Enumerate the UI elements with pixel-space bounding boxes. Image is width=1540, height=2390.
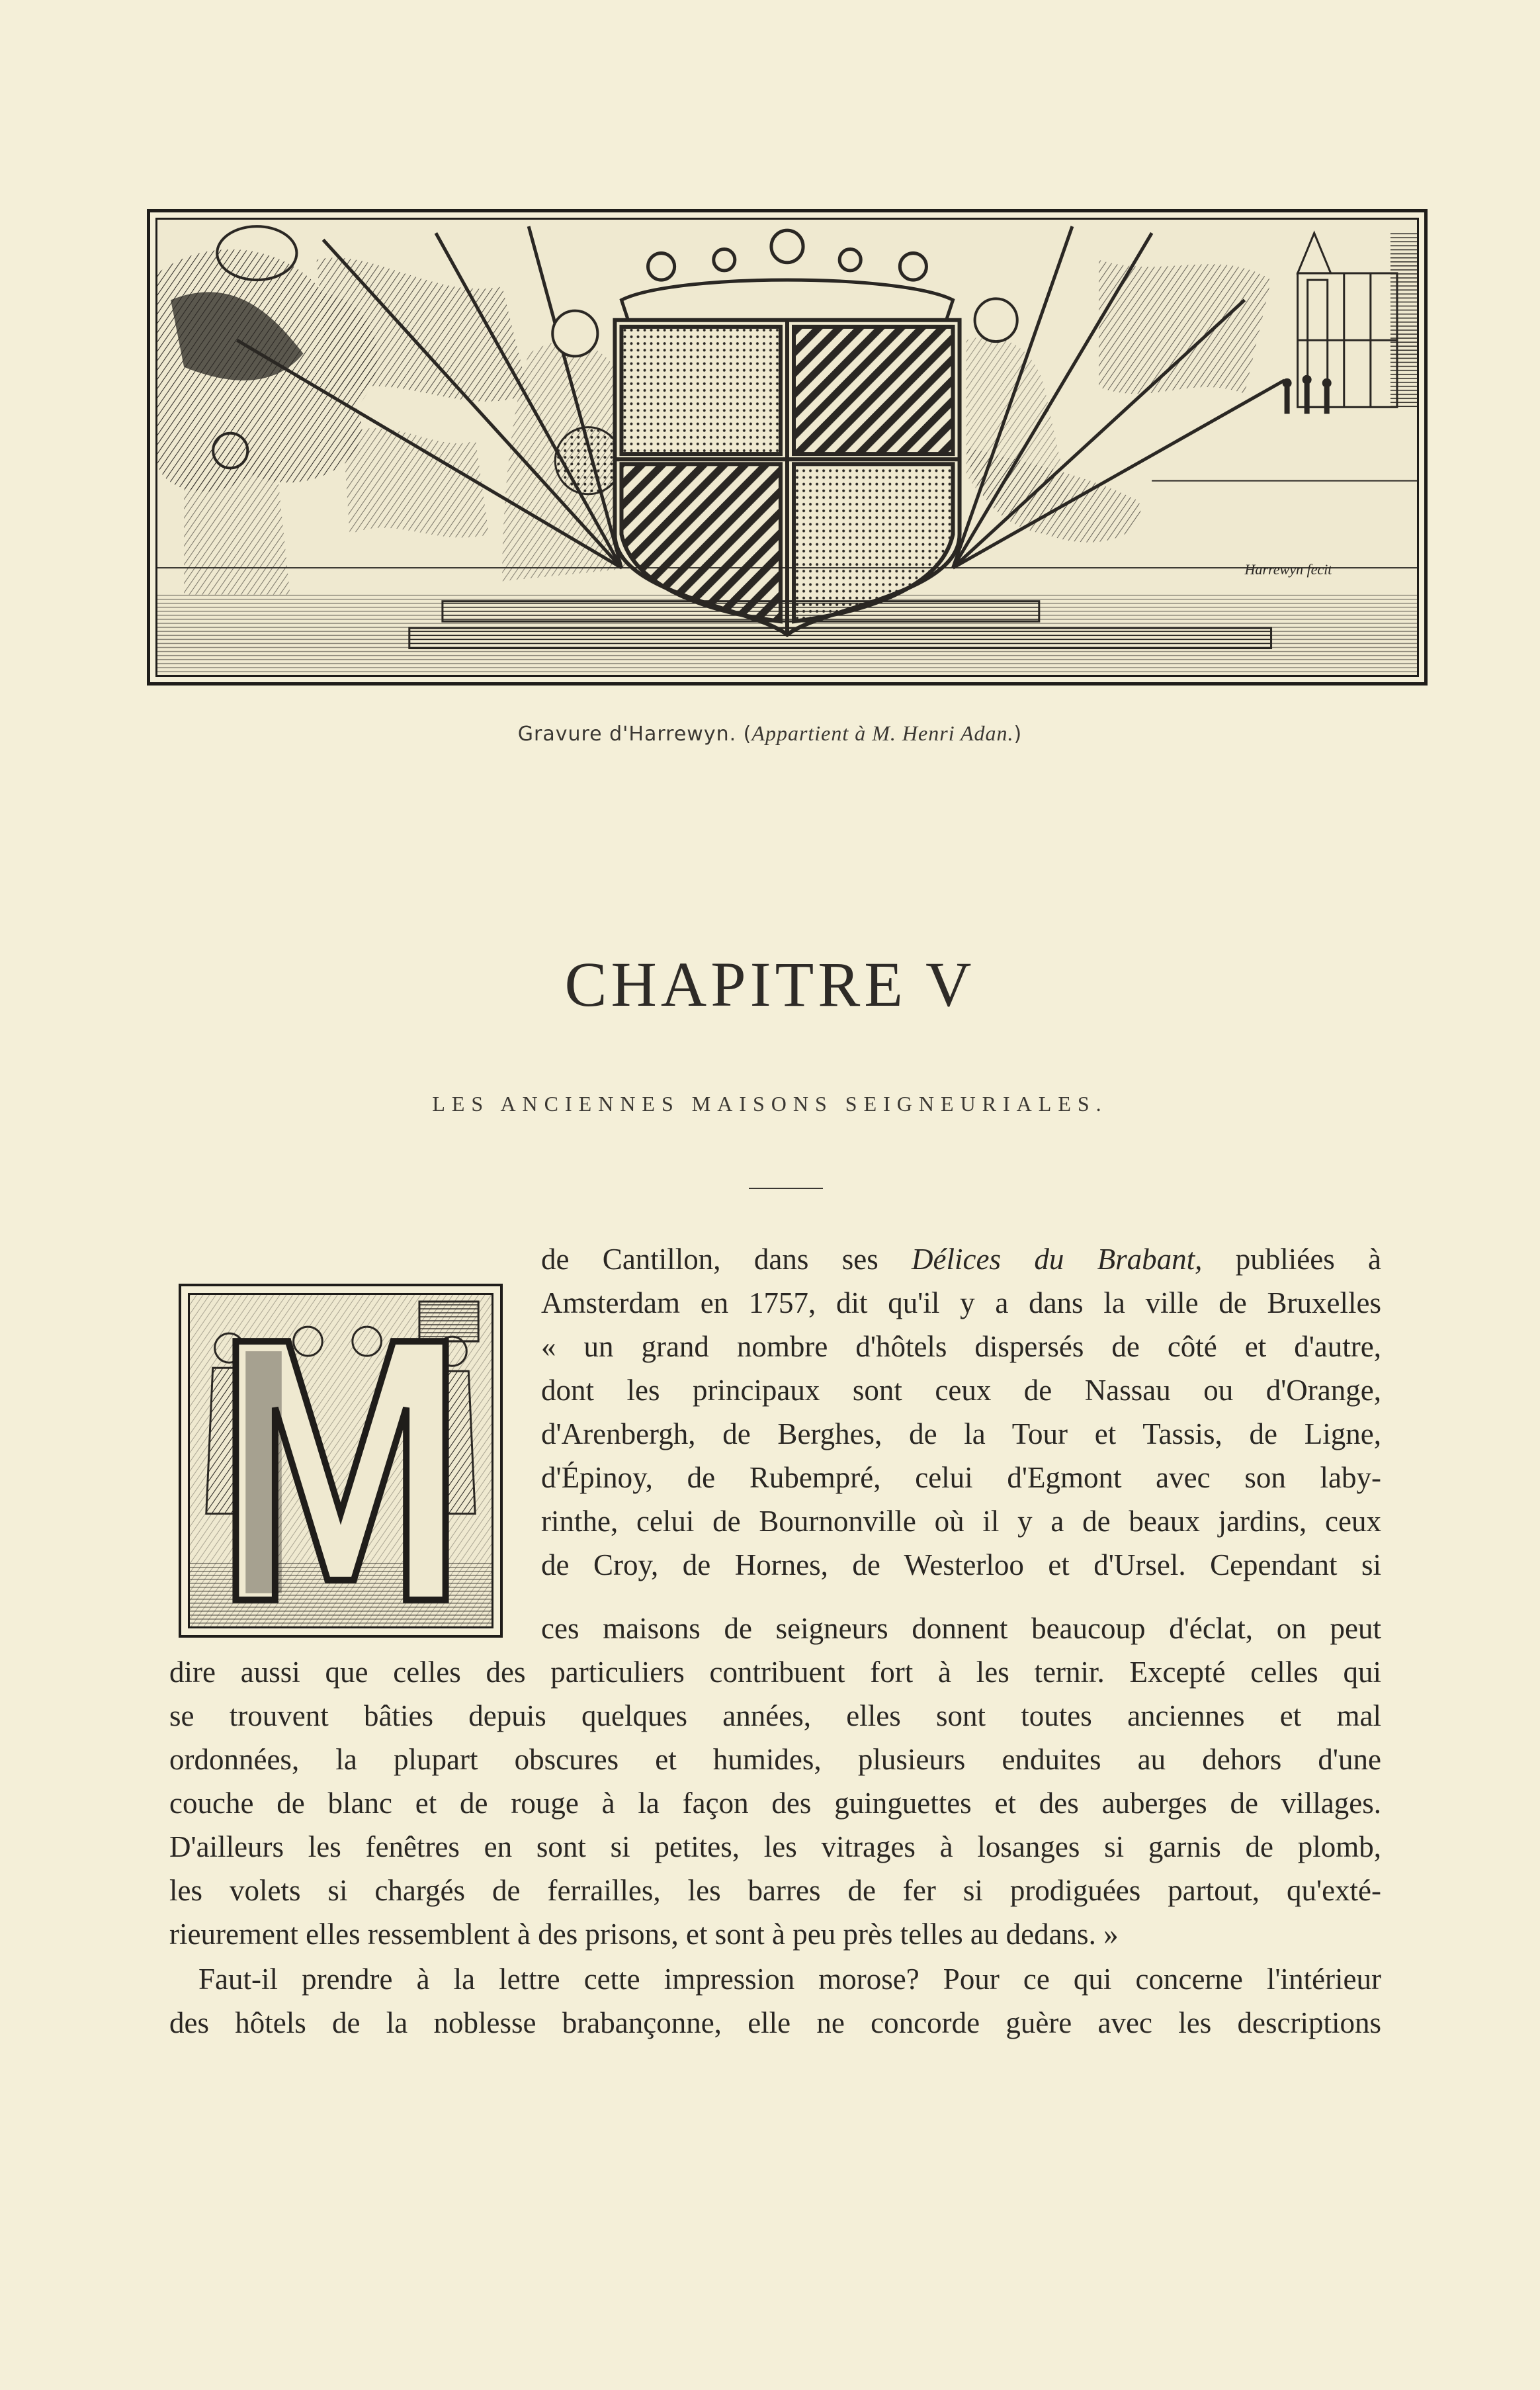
text-line: rinthe, celui de Bournonville où il y a de beaux jardins, ceux (541, 1505, 1381, 1538)
text-line: D'ailleurs les fenêtres en sont si petites, les vitrages à losanges si garnis de plomb, (169, 1830, 1381, 1863)
text-line: ordonnées, la plupart obscures et humides, plusieurs enduites au dehors d'une (169, 1743, 1381, 1776)
chapter-title: CHAPITRE V (564, 949, 976, 1020)
text-line: couche de blanc et de rouge à la façon des guinguettes et des auberges de villages. (169, 1787, 1381, 1820)
text-line: ces maisons de seigneurs donnent beaucoup d'éclat, on peut (541, 1612, 1381, 1645)
drop-cap-letter: M (337, 1488, 344, 1496)
engraving-caption (0, 721, 1540, 746)
text-line: dont les principaux sont ceux de Nassau ou d'Orange, (541, 1374, 1381, 1407)
heraldic-engraving-image (157, 220, 1417, 675)
text-line: d'Arenbergh, de Berghes, de la Tour et Tassis, de Ligne, (541, 1417, 1381, 1450)
text-line: les volets si chargés de ferrailles, les barres de fer si prodiguées partout, qu'exté- (169, 1874, 1381, 1907)
engraver-signature: Harrewyn fecit (1244, 561, 1332, 578)
text-line: se trouvent bâties depuis quelques années, elles sont toutes anciennes et mal (169, 1699, 1381, 1732)
text-line: des hôtels de la noblesse brabançonne, elle ne concorde guère avec les descriptions (169, 2006, 1381, 2039)
drop-cap-illustration (188, 1293, 493, 1628)
section-rule (749, 1188, 823, 1189)
text-line: « un grand nombre d'hôtels dispersés de côté et d'autre, (541, 1330, 1381, 1363)
chapter-subtitle: LES ANCIENNES MAISONS SEIGNEURIALES. (432, 1092, 1108, 1116)
text-line: de Cantillon, dans ses Délices du Brabant, publiées à (541, 1243, 1382, 1276)
text-line: de Croy, de Hornes, de Westerloo et d'Ursel. Cependant si (541, 1548, 1381, 1581)
text-line: Amsterdam en 1757, dit qu'il y a dans la ville de Bruxelles (541, 1286, 1381, 1319)
text-line: d'Épinoy, de Rubempré, celui d'Egmont avec son laby- (541, 1461, 1381, 1494)
drop-cap-frame (179, 1284, 503, 1638)
text-line: Faut-il prendre à la lettre cette impression morose? Pour ce qui concerne l'intérieur (198, 1963, 1381, 1996)
engraving-illustration (155, 218, 1419, 677)
text-line: dire aussi que celles des particuliers contribuent fort à les ternir. Excepté celles qui (169, 1656, 1381, 1689)
drop-cap-image (190, 1295, 492, 1626)
caption-italic: Appartient à M. Henri Adan. (751, 721, 1014, 745)
caption-text: Gravure d'Harrewyn. ( (517, 723, 752, 746)
text-line: rieurement elles ressemblent à des prisons, et sont à peu près telles au dedans. » (169, 1918, 1119, 1951)
engraving-frame (147, 209, 1428, 686)
caption-close: ) (1013, 723, 1023, 746)
